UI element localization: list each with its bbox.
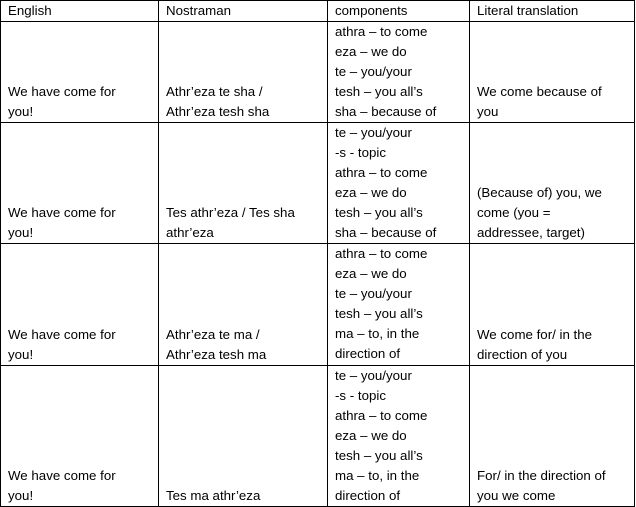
cell-line: sha – because of: [335, 104, 437, 119]
cell-line: athra – to come: [335, 408, 428, 423]
nostraman-cell: [159, 22, 328, 123]
cell-line: eza – we do: [335, 266, 407, 281]
table-row: [1, 22, 635, 123]
literal-translation-cell: [470, 123, 635, 244]
cell-line: te – you/your: [335, 125, 412, 140]
cell-line: Athr’eza tesh sha: [166, 104, 270, 119]
cell-line: (Because of) you, we: [477, 185, 602, 200]
cell-line: tesh – you all’s: [335, 306, 423, 321]
cell-line: -s - topic: [335, 145, 386, 160]
cell-line: Athr’eza tesh ma: [166, 347, 267, 362]
components-cell: [328, 123, 470, 244]
nostraman-cell: [159, 366, 328, 507]
table-row: [1, 366, 635, 507]
cell-line: direction of: [335, 488, 401, 503]
cell-line: For/ in the direction of: [477, 468, 606, 483]
nostraman-cell: [159, 123, 328, 244]
english-cell: [1, 244, 159, 366]
literal-translation-cell: [470, 366, 635, 507]
cell-line: Tes ma athr’eza: [166, 488, 261, 503]
cell-line: We come for/ in the: [477, 327, 593, 342]
cell-line: athra – to come: [335, 246, 428, 261]
cell-line: eza – we do: [335, 185, 407, 200]
cell-line: -s - topic: [335, 388, 386, 403]
cell-line: tesh – you all’s: [335, 84, 423, 99]
header-literal-translation: Literal translation: [470, 1, 635, 22]
header-components: components: [328, 1, 470, 22]
components-cell: [328, 366, 470, 507]
cell-line: Athr’eza te ma /: [166, 327, 260, 342]
cell-line: te – you/your: [335, 368, 412, 383]
components-cell: [328, 22, 470, 123]
nostraman-cell: [159, 244, 328, 366]
cell-line: Tes athr’eza / Tes sha: [166, 205, 295, 220]
cell-line: you we come: [477, 488, 556, 503]
cell-line: We have come for: [8, 205, 116, 220]
english-cell: [1, 123, 159, 244]
cell-line: We come because of: [477, 84, 602, 99]
cell-line: te – you/your: [335, 286, 412, 301]
table-row: [1, 244, 635, 366]
english-cell: [1, 366, 159, 507]
cell-line: athra – to come: [335, 24, 428, 39]
cell-line: tesh – you all’s: [335, 448, 423, 463]
cell-line: direction of you: [477, 347, 568, 362]
components-cell: [328, 244, 470, 366]
table-row: [1, 123, 635, 244]
header-row: [1, 1, 635, 22]
cell-line: ma – to, in the: [335, 326, 420, 341]
cell-line: athra – to come: [335, 165, 428, 180]
cell-line: We have come for: [8, 468, 116, 483]
cell-line: te – you/your: [335, 64, 412, 79]
cell-line: We have come for: [8, 327, 116, 342]
cell-line: eza – we do: [335, 44, 407, 59]
literal-translation-cell: [470, 244, 635, 366]
english-cell: [1, 22, 159, 123]
cell-line: tesh – you all’s: [335, 205, 423, 220]
cell-line: ma – to, in the: [335, 468, 420, 483]
cell-line: sha – because of: [335, 225, 437, 240]
cell-line: you!: [8, 225, 34, 240]
cell-line: come (you =: [477, 205, 551, 220]
cell-line: you!: [8, 347, 34, 362]
cell-line: you!: [8, 488, 34, 503]
cell-line: Athr’eza te sha /: [166, 84, 263, 99]
cell-line: you: [477, 104, 499, 119]
cell-line: We have come for: [8, 84, 116, 99]
literal-translation-cell: [470, 22, 635, 123]
cell-line: athr’eza: [166, 225, 214, 240]
header-nostraman: Nostraman: [159, 1, 328, 22]
header-english: English: [1, 1, 159, 22]
cell-line: direction of: [335, 346, 401, 361]
cell-line: you!: [8, 104, 34, 119]
cell-line: addressee, target): [477, 225, 585, 240]
cell-line: eza – we do: [335, 428, 407, 443]
